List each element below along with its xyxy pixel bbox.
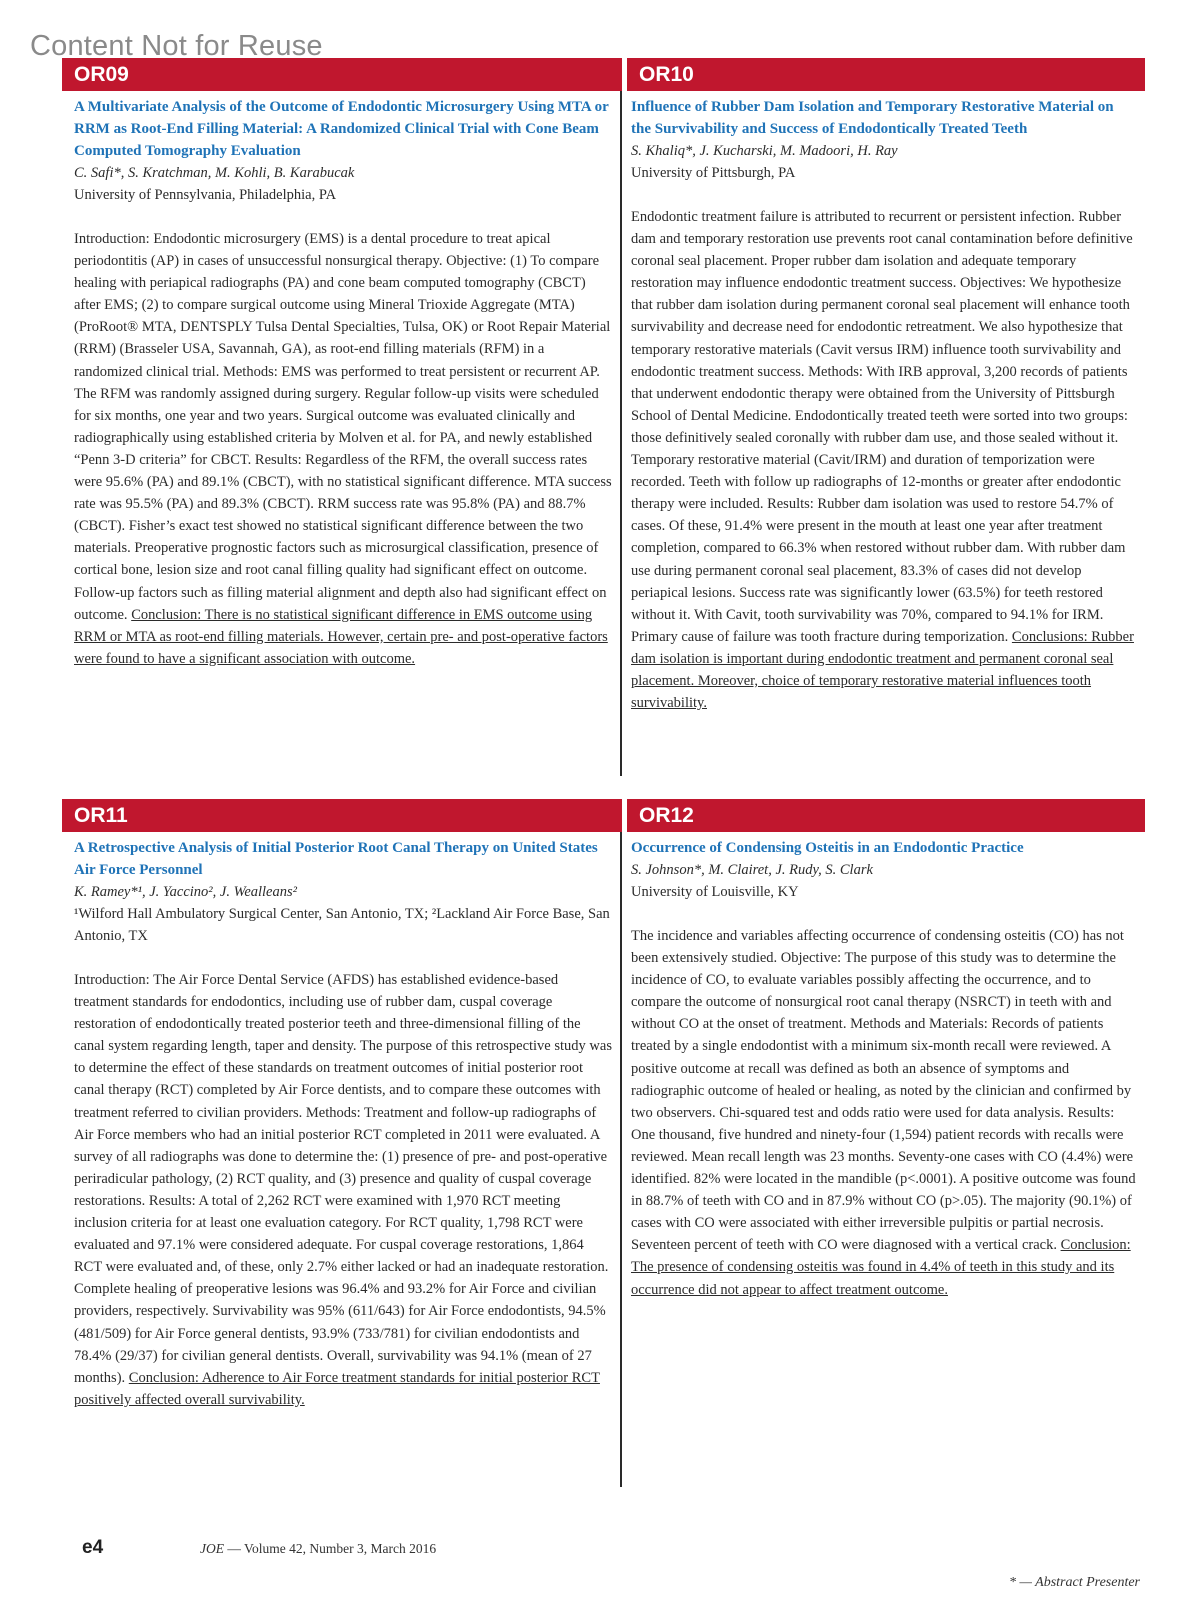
presenter-footnote: * — Abstract Presenter <box>1008 1575 1140 1590</box>
abstract-conclusion: Conclusions: Rubber dam isolation is important during endodontic treatment and permanent coronal seal placement. Moreover, choice of temporary restorative material influences tooth survivability. <box>631 628 1134 712</box>
abstract-authors: K. Ramey*¹, J. Yaccino², J. Wealleans² <box>74 884 297 900</box>
page-number: e4 <box>82 1537 104 1558</box>
abstract-or11 <box>74 837 614 1411</box>
column-divider-bottom <box>620 832 622 1487</box>
journal-citation <box>200 1541 436 1557</box>
abstract-body-text: Introduction: Endodontic microsurgery (EMS) is a dental procedure to treat apical periodontitis (AP) in cases of unsuccessful nonsurgical therapy. Objective: (1) To compare healing with periapical radiographs (PA) and cone beam computed tomography (CBCT) after EMS; (2) to compare surgical outcome using Mineral Trioxide Aggregate (MTA) (ProRoot® MTA, DENTSPLY Tulsa Dental Specialties, Tulsa, OK) or Root Repair Material (RRM) (Brasseler USA, Savannah, GA), as root-end filling materials (RFM) in a randomized clinical trial. Methods: EMS was performed to treat persistent or recurrent AP. The RFM was randomly assigned during surgery. Regular follow-up visits were scheduled for six months, one year and two years. Surgical outcome was evaluated clinically and radiographically using established criteria by Molven et al. for PA, and newly established “Penn 3-D criteria” for CBCT. Results: Regardless of the RFM, the overall success rates were 95.6% (PA) and 89.1% (CBCT), with no statistical significant difference. MTA success rate was 95.5% (PA) and 89.3% (CBCT). RRM success rate was 95.8% (PA) and 88.7% (CBCT). Fisher’s exact test showed no statistical significant difference between the two materials. Preoperative prognostic factors such as microsurgical classification, presence of cortical bone, lesion size and root canal filling quality had significant effect on outcome. Follow-up factors such as filling material alignment and depth also had significant effect on outcome. <box>74 231 612 623</box>
abstract-title: Occurrence of Condensing Osteitis in an Endodontic Practice <box>631 840 1024 856</box>
abstract-title: A Retrospective Analysis of Initial Posterior Root Canal Therapy on United States Air Force Personnel <box>74 840 598 878</box>
abstract-conclusion: Conclusion: Adherence to Air Force treatment standards for initial posterior RCT positively affected overall survivability. <box>74 1369 600 1408</box>
abstract-body <box>631 206 1136 714</box>
abstract-body <box>74 228 614 670</box>
abstract-or09 <box>74 96 614 670</box>
abstract-title: Influence of Rubber Dam Isolation and Temporary Restorative Material on the Survivability and Success of Endodontically Treated Teeth <box>631 99 1114 137</box>
abstract-conclusion: Conclusion: There is no statistical significant difference in EMS outcome using RRM or MTA as root-end filling materials. However, certain pre- and post-operative factors were found to have a significant association with outcome. <box>74 606 608 667</box>
abstract-authors: S. Johnson*, M. Clairet, J. Rudy, S. Clark <box>631 862 873 878</box>
abstract-affiliation: ¹Wilford Hall Ambulatory Surgical Center, San Antonio, TX; ²Lackland Air Force Base, San Antonio, TX <box>74 906 610 944</box>
column-divider-top <box>620 91 622 776</box>
abstract-body-text: Endodontic treatment failure is attributed to recurrent or persistent infection. Rubber dam and temporary restoration use prevents root canal contamination before definitive coronal seal placement. Proper rubber dam isolation and adequate temporary restoration may influence endodontic treatment success. Objectives: We hypothesize that rubber dam isolation during permanent coronal seal placement will enhance tooth survivability and decrease need for endodontic retreatment. We also hypothesize that temporary restorative materials (Cavit versus IRM) influence tooth survivability and endodontic treatment success. Methods: With IRB approval, 3,200 records of patients that underwent endodontic therapy were obtained from the University of Pittsburgh School of Dental Medicine. Endodontically treated teeth were sorted into two groups: those definitively sealed coronally with rubber dam use, and those sealed without it. Temporary restorative material (Cavit/IRM) and duration of temporization were recorded. Teeth with follow up radiographs of 12-months or greater after endodontic therapy were included. Results: Rubber dam isolation was used to restore 54.7% of cases. Of these, 91.4% were present in the mouth at least one year after treatment completion, compared to 66.3% when restored without rubber dam. With rubber dam use during permanent coronal seal placement, 83.3% of cases did not develop periapical lesions. Success rate was significantly lower (63.5%) for teeth restored without it. With Cavit, tooth survivability was 70%, compared to 94.1% for IRM. Primary cause of failure was tooth fracture during temporization. <box>631 209 1133 645</box>
abstract-id-bar-or11: OR11 <box>62 799 622 832</box>
abstract-affiliation: University of Pittsburgh, PA <box>631 165 796 181</box>
abstract-authors: S. Khaliq*, J. Kucharski, M. Madoori, H. Ray <box>631 143 898 159</box>
watermark: Content Not for Reuse <box>30 30 323 62</box>
abstract-or10 <box>631 96 1136 714</box>
journal-volume-info: — Volume 42, Number 3, March 2016 <box>224 1541 437 1556</box>
abstract-id-bar-or12: OR12 <box>627 799 1145 832</box>
journal-abbrev: JOE <box>200 1541 224 1556</box>
abstract-affiliation: University of Louisville, KY <box>631 884 799 900</box>
abstract-authors: C. Safi*, S. Kratchman, M. Kohli, B. Karabucak <box>74 165 355 181</box>
abstract-or12 <box>631 837 1136 1301</box>
abstract-body <box>74 969 614 1411</box>
abstract-body-text: Introduction: The Air Force Dental Service (AFDS) has established evidence-based treatment standards for endodontics, including use of rubber dam, cuspal coverage restoration of endodontically treated posterior teeth and three-dimensional filling of the canal system regarding length, taper and density. The purpose of this retrospective study was to determine the effect of these standards on treatment outcomes of initial posterior root canal therapy (RCT) completed by Air Force dentists, and to compare these outcomes with treatment referred to civilian providers. Methods: Treatment and follow-up radiographs of Air Force members who had an initial posterior RCT completed in 2011 were evaluated. A survey of all radiographs was done to determine the: (1) presence of pre- and post-operative periradicular pathology, (2) RCT quality, and (3) presence and quality of cuspal coverage restorations. Results: A total of 2,262 RCT were examined with 1,970 RCT meeting inclusion criteria for at least one evaluation category. For RCT quality, 1,798 RCT were evaluated and 97.1% were considered adequate. For cuspal coverage restorations, 1,864 RCT were evaluated and, of these, only 2.7% either lacked or had an inadequate restoration. Complete healing of preoperative lesions was 96.4% and 93.2% for Air Force and civilian providers, respectively. Survivability was 95% (611/643) for Air Force endodontists, 94.5% (481/509) for Air Force general dentists, 93.9% (733/781) for civilian endodontists and 78.4% (29/37) for civilian general dentists. Overall, survivability was 94.1% (mean of 27 months). <box>74 972 612 1386</box>
abstract-id-bar-or09: OR09 <box>62 58 622 91</box>
abstract-affiliation: University of Pennsylvania, Philadelphia, PA <box>74 187 337 203</box>
abstract-id-bar-or10: OR10 <box>627 58 1145 91</box>
abstract-conclusion: Conclusion: The presence of condensing osteitis was found in 4.4% of teeth in this study and its occurrence did not appear to affect treatment outcome. <box>631 1237 1131 1298</box>
abstract-title: A Multivariate Analysis of the Outcome of Endodontic Microsurgery Using MTA or RRM as Root-End Filling Material: A Randomized Clinical Trial with Cone Beam Computed Tomography Evaluation <box>74 99 609 159</box>
abstract-body <box>631 925 1136 1301</box>
abstract-body-text: The incidence and variables affecting occurrence of condensing osteitis (CO) has not been extensively studied. Objective: The purpose of this study was to determine the incidence of CO, to evaluate variables possibly affecting the occurrence, and to compare the outcome of nonsurgical root canal therapy (NSRCT) in teeth with and without CO at the onset of treatment. Methods and Materials: Records of patients treated by a single endodontist with a minimum six-month recall were reviewed. A positive outcome at recall was defined as both an absence of symptoms and radiographic outcome of healed or healing, as noted by the clinician and confirmed by two observers. Chi-squared test and odds ratio were used for data analysis. Results: One thousand, five hundred and ninety-four (1,594) patient records with recalls were reviewed. Mean recall length was 23 months. Seventy-one cases with CO (4.4%) were identified. 82% were located in the mandible (p<.0001). A positive outcome was found in 88.7% of teeth with CO and in 87.9% without CO (p>.05). The majority (90.1%) of cases with CO were associated with either irreversible pulpitis or partial necrosis. Seventeen percent of teeth with CO were diagnosed with a vertical crack. <box>631 928 1136 1254</box>
